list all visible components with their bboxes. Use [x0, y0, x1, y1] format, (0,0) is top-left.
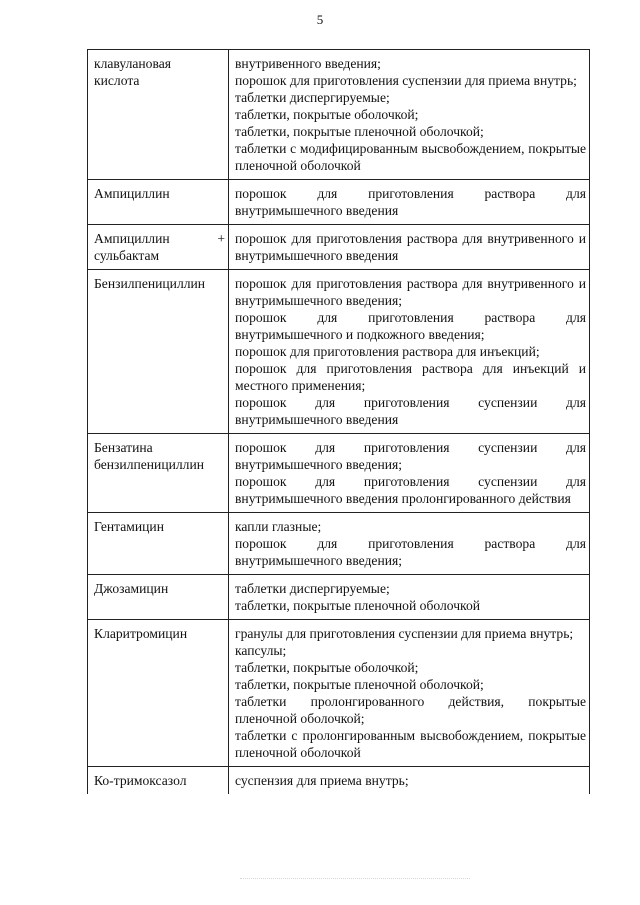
- drug-name-line: Ампициллин: [94, 186, 170, 201]
- dosage-forms-cell: [229, 225, 590, 270]
- table-row: [88, 513, 590, 575]
- table-row: [88, 434, 590, 513]
- drug-forms-table: [87, 49, 590, 794]
- dosage-form-item: таблетки диспергируемые;: [235, 90, 390, 105]
- drug-name-line: Джозамицин: [94, 581, 169, 596]
- drug-name-cell: [88, 620, 229, 767]
- drug-name-cell: [88, 434, 229, 513]
- drug-name-cell: [88, 50, 229, 180]
- dosage-form-item: порошок для приготовления суспензии для внутримышечного введения пролонгированного действия: [235, 474, 586, 506]
- drug-name-line: Бензатина: [94, 440, 153, 455]
- drug-name-text: Ампициллин: [94, 231, 170, 246]
- dosage-form-item: таблетки, покрытые оболочкой;: [235, 660, 419, 675]
- drug-name-cell: [88, 767, 229, 795]
- dosage-forms-cell: [229, 180, 590, 225]
- dosage-forms-cell: [229, 620, 590, 767]
- dosage-form-item: таблетки диспергируемые;: [235, 581, 390, 596]
- dosage-form-item: таблетки, покрытые пленочной оболочкой;: [235, 677, 484, 692]
- drug-name-cell: [88, 180, 229, 225]
- dosage-form-item: гранулы для приготовления суспензии для приема внутрь;: [235, 626, 574, 641]
- dosage-form-item: порошок для приготовления раствора для внутримышечного и подкожного введения;: [235, 310, 586, 342]
- dosage-form-item: таблетки пролонгированного действия, покрытые пленочной оболочкой;: [235, 694, 586, 726]
- drug-name-line: Ко-тримоксазол: [94, 773, 187, 788]
- drug-name-line: Бензилпенициллин: [94, 276, 206, 291]
- dosage-forms-cell: [229, 270, 590, 434]
- dosage-form-item: порошок для приготовления суспензии для внутримышечного введения;: [235, 440, 586, 472]
- table-row: [88, 225, 590, 270]
- dosage-form-item: порошок для приготовления раствора для внутривенного и внутримышечного введения;: [235, 276, 586, 308]
- dosage-form-item: капли глазные;: [235, 519, 322, 534]
- dosage-form-item: внутривенного введения;: [235, 56, 381, 71]
- table-row: [88, 180, 590, 225]
- drug-name-cell: [88, 270, 229, 434]
- dosage-form-item: таблетки с модифицированным высвобождением, покрытые пленочной оболочкой: [235, 141, 586, 173]
- dosage-form-item: порошок для приготовления суспензии для приема внутрь;: [235, 73, 577, 88]
- dosage-forms-cell: [229, 513, 590, 575]
- drug-name-line: кислота: [94, 73, 140, 88]
- dosage-form-item: порошок для приготовления суспензии для внутримышечного введения: [235, 395, 586, 427]
- dosage-form-item: порошок для приготовления раствора для внутримышечного введения;: [235, 536, 586, 568]
- dosage-form-item: порошок для приготовления раствора для внутримышечного введения: [235, 186, 586, 218]
- table-row: [88, 620, 590, 767]
- dosage-form-item: таблетки, покрытые пленочной оболочкой;: [235, 124, 484, 139]
- dosage-form-item: суспензия для приема внутрь;: [235, 773, 409, 788]
- dosage-form-item: порошок для приготовления раствора для внутривенного и внутримышечного введения: [235, 231, 586, 263]
- page-number: 5: [316, 12, 324, 27]
- dosage-forms-cell: [229, 575, 590, 620]
- dosage-forms-cell: [229, 50, 590, 180]
- table-row: [88, 575, 590, 620]
- drug-name-line-with-plus: [94, 230, 225, 247]
- dosage-forms-cell: [229, 434, 590, 513]
- table-row: [88, 50, 590, 180]
- dosage-form-item: порошок для приготовления раствора для инъекций и местного применения;: [235, 361, 586, 393]
- drug-name-line: сульбактам: [94, 248, 160, 263]
- plus-sign: +: [217, 231, 225, 246]
- drug-name-cell: [88, 225, 229, 270]
- dosage-form-item: таблетки с пролонгированным высвобождением, покрытые пленочной оболочкой: [235, 728, 586, 760]
- drug-name-cell: [88, 575, 229, 620]
- dosage-forms-cell: [229, 767, 590, 795]
- dosage-form-item: таблетки, покрытые пленочной оболочкой: [235, 598, 481, 613]
- drug-name-line: клавулановая: [94, 56, 171, 71]
- drug-name-cell: [88, 513, 229, 575]
- dosage-form-item: таблетки, покрытые оболочкой;: [235, 107, 419, 122]
- scan-artifact: [240, 878, 470, 883]
- dosage-form-item: порошок для приготовления раствора для инъекций;: [235, 344, 540, 359]
- dosage-form-item: капсулы;: [235, 643, 287, 658]
- drug-name-line: Гентамицин: [94, 519, 164, 534]
- table-row: [88, 270, 590, 434]
- drug-name-line: бензилпенициллин: [94, 457, 204, 472]
- table-row: [88, 767, 590, 795]
- drug-name-line: Кларитромицин: [94, 626, 188, 641]
